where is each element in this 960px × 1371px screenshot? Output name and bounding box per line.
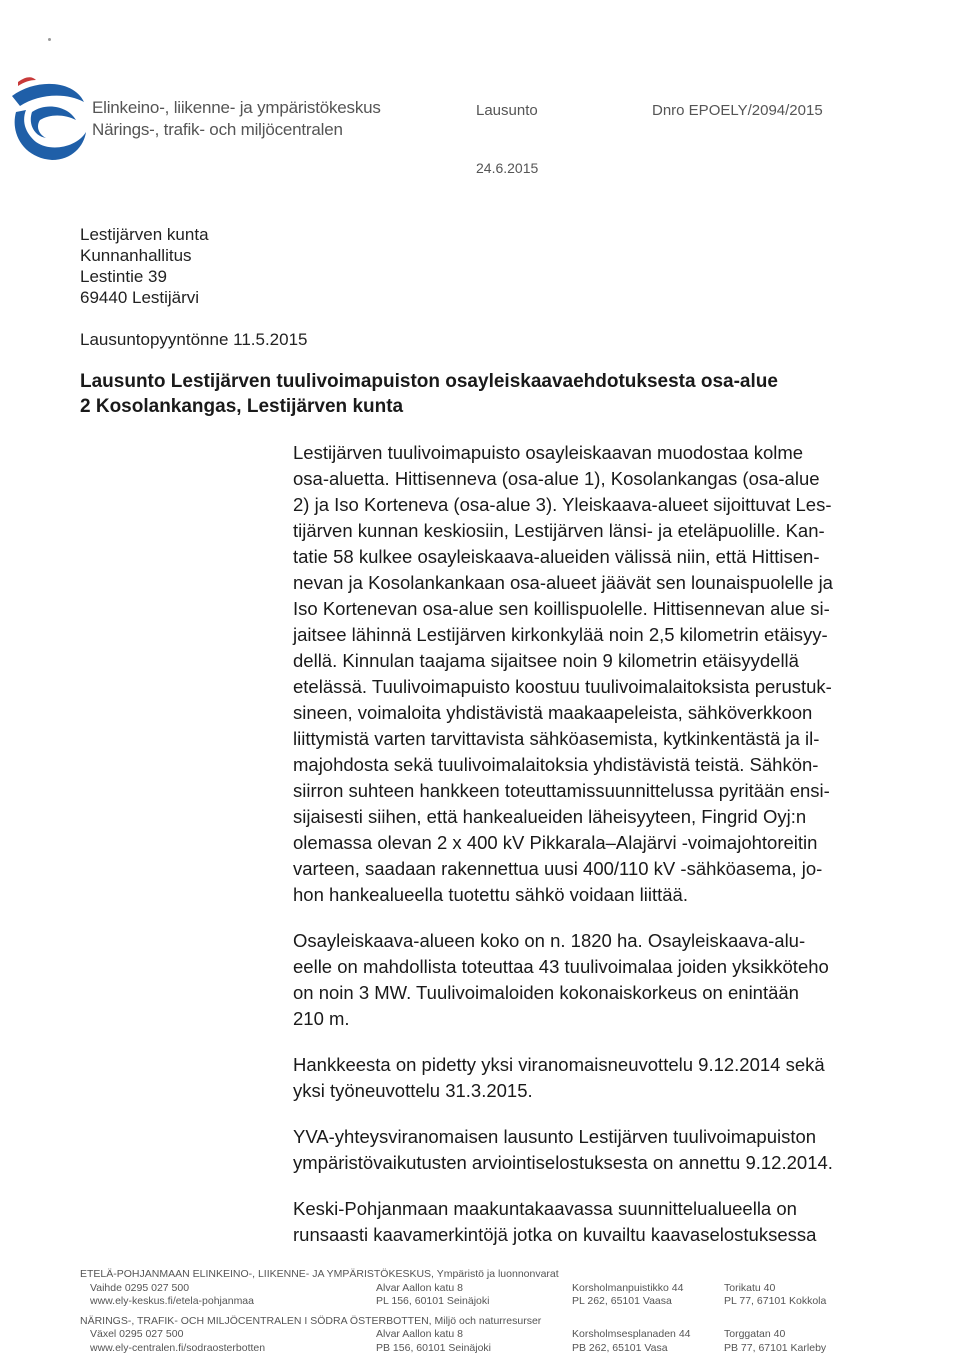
footer-pobox-karleby: PB 77, 67101 Karleby <box>724 1341 827 1354</box>
footer-row <box>80 1295 880 1309</box>
body-line: runsaasti kaavamerkintöjä jotka on kuvailtu kaavaselostuksessa <box>293 1224 817 1245</box>
logo-swoosh-outer <box>15 110 86 160</box>
footer-office-karleby: Torggatan 40 <box>724 1328 786 1340</box>
footer-org-swedish: NÄRINGS-, TRAFIK- OCH MILJÖCENTRALEN I SÖDRA ÖSTERBOTTEN, Miljö och naturresurser <box>80 1314 542 1327</box>
footer-row <box>80 1282 880 1296</box>
body-line: liittymistä varten tarvittavista sähköasemista, kytkinkentästä ja il- <box>293 728 820 749</box>
body-line: olemassa olevan 2 x 400 kV Pikkarala–Alajärvi -voimajohtoreitin <box>293 832 818 853</box>
footer-office-vasa: Korsholmsesplanaden 44 <box>572 1328 691 1340</box>
document-date: 24.6.2015 <box>476 160 539 176</box>
footer-pobox-vasa: PB 262, 65101 Vasa <box>572 1341 668 1354</box>
body-line: Keski-Pohjanmaan maakuntakaavassa suunnittelualueella on <box>293 1198 797 1219</box>
body-line: 210 m. <box>293 1008 350 1029</box>
body-line: yksi työneuvottelu 31.3.2015. <box>293 1080 533 1101</box>
body-line: on noin 3 MW. Tuulivoimaloiden kokonaiskorkeus on enintään <box>293 982 799 1003</box>
body-line: sineen, voimaloita yhdistävistä maakaapeleista, sähköverkkoon <box>293 702 813 723</box>
body-line: dellä. Kinnulan taajama sijaitsee noin 9 kilometrin etäisyydellä <box>293 650 799 671</box>
footer-office-vaasa: Korsholmanpuistikko 44 <box>572 1281 684 1294</box>
body-line: tijärven kunnan keskiosiin, Lestijärven länsi- ja eteläpuolille. Kan- <box>293 520 825 541</box>
org-name-swedish: Närings-, trafik- och miljöcentralen <box>92 120 343 139</box>
footer-office-kokkola: Torikatu 40 <box>724 1281 776 1294</box>
body-line: YVA-yhteysviranomaisen lausunto Lestijärven tuulivoimapuiston <box>293 1126 817 1147</box>
statement-body <box>293 440 883 1248</box>
recipient-line: 69440 Lestijärvi <box>80 288 200 307</box>
body-line: tatie 58 kulkee osayleiskaava-alueiden välissä niin, että Hittisen- <box>293 546 820 567</box>
body-line: etelässä. Tuulivoimapuisto koostuu tuulivoimalaitoksista perustuk- <box>293 676 832 697</box>
footer-office-seinajoki: Alvar Aallon katu 8 <box>376 1328 463 1340</box>
body-line: majohdosta sekä tuulivoimalaitoksia yhdistävistä teistä. Sähkön- <box>293 754 819 775</box>
body-line: Iso Kortenevan osa-alue sen koillispuolelle. Hittisennevan alue si- <box>293 598 830 619</box>
body-line: 2) ja Iso Korteneva (osa-alue 3). Yleiskaava-alueet sijoittuvat Les- <box>293 494 832 515</box>
footer-heading-finnish <box>80 1268 880 1282</box>
recipient-line: Kunnanhallitus <box>80 246 192 265</box>
recipient-line: Lestijärven kunta <box>80 225 209 244</box>
footer-website-link[interactable]: www.ely-centralen.fi/sodraosterbotten <box>90 1341 266 1354</box>
footer-phone: Vaihde 0295 027 500 <box>90 1281 190 1294</box>
footer-office-seinajoki: Alvar Aallon katu 8 <box>376 1281 463 1294</box>
body-line: varteen, saadaan rakennettua uusi 400/110 kV -sähköasema, jo- <box>293 858 823 879</box>
footer-row <box>80 1342 880 1356</box>
request-reference: Lausuntopyyntönne 11.5.2015 <box>80 330 308 349</box>
paragraph-regional-plan <box>293 1196 883 1248</box>
page-footer <box>80 1268 880 1355</box>
scan-speck <box>48 38 51 41</box>
logo-accent <box>18 77 36 86</box>
paragraph-area-description <box>293 440 883 908</box>
title-line: 2 Kosolankangas, Lestijärven kunta <box>80 396 404 417</box>
body-line: Lestijärven tuulivoimapuisto osayleiskaavan muodostaa kolme <box>293 442 804 463</box>
footer-pobox-seinajoki: PB 156, 60101 Seinäjoki <box>376 1341 492 1354</box>
footer-pobox-vaasa: PL 262, 65101 Vaasa <box>572 1295 672 1307</box>
footer-row <box>80 1328 880 1342</box>
body-line: Osayleiskaava-alueen koko on n. 1820 ha. Osayleiskaava-alu- <box>293 930 806 951</box>
ely-logo <box>6 72 88 164</box>
recipient-line: Lestintie 39 <box>80 267 167 286</box>
paragraph-negotiations <box>293 1052 883 1104</box>
footer-pobox-seinajoki: PL 156, 60101 Seinäjoki <box>376 1295 490 1307</box>
title-line: Lausunto Lestijärven tuulivoimapuiston osayleiskaavaehdotuksesta osa-alue <box>80 371 778 392</box>
body-line: nevan ja Kosolankankaan osa-alueet jäävät sen lounaispuolelle ja <box>293 572 833 593</box>
document-number: Dnro EPOELY/2094/2015 <box>652 102 823 119</box>
document-type: Lausunto <box>476 102 538 119</box>
footer-pobox-kokkola: PL 77, 67101 Kokkola <box>724 1295 827 1307</box>
footer-org-finnish: ETELÄ-POHJANMAAN ELINKEINO-, LIIKENNE- JA YMPÄRISTÖKESKUS, Ympäristö ja luonnonvarat <box>80 1268 559 1280</box>
paragraph-eia-statement <box>293 1124 883 1176</box>
statement-title <box>80 369 880 419</box>
body-line: hon hankealueella tuotettu sähkö voidaan liittää. <box>293 884 688 905</box>
body-line: osa-aluetta. Hittisenneva (osa-alue 1), Kosolankangas (osa-alue <box>293 468 820 489</box>
paragraph-area-size <box>293 928 883 1032</box>
body-line: siirron suhteen hankkeen toteuttamissuunnittelussa pyritään ensi- <box>293 780 830 801</box>
body-line: ympäristövaikutusten arviointiselostuksesta on annettu 9.12.2014. <box>293 1152 833 1173</box>
logo-swoosh-top <box>12 84 84 106</box>
recipient-address <box>80 224 209 308</box>
body-line: Hankkeesta on pidetty yksi viranomaisneuvottelu 9.12.2014 sekä <box>293 1054 825 1075</box>
footer-phone: Växel 0295 027 500 <box>90 1328 184 1340</box>
footer-website-link[interactable]: www.ely-keskus.fi/etela-pohjanmaa <box>90 1295 254 1307</box>
org-name-finnish: Elinkeino-, liikenne- ja ympäristökeskus <box>92 98 381 117</box>
logo-swoosh-inner <box>31 106 76 138</box>
footer-heading-swedish <box>80 1315 880 1329</box>
body-line: jaitsee lähinnä Lestijärven kirkonkylää noin 2,5 kilometrin etäisyy- <box>293 624 828 645</box>
body-line: sijaisesti siihen, että hankealueiden läheisyyteen, Fingrid Oyj:n <box>293 806 807 827</box>
body-line: eelle on mahdollista toteuttaa 43 tuulivoimalaa joiden yksikköteho <box>293 956 829 977</box>
